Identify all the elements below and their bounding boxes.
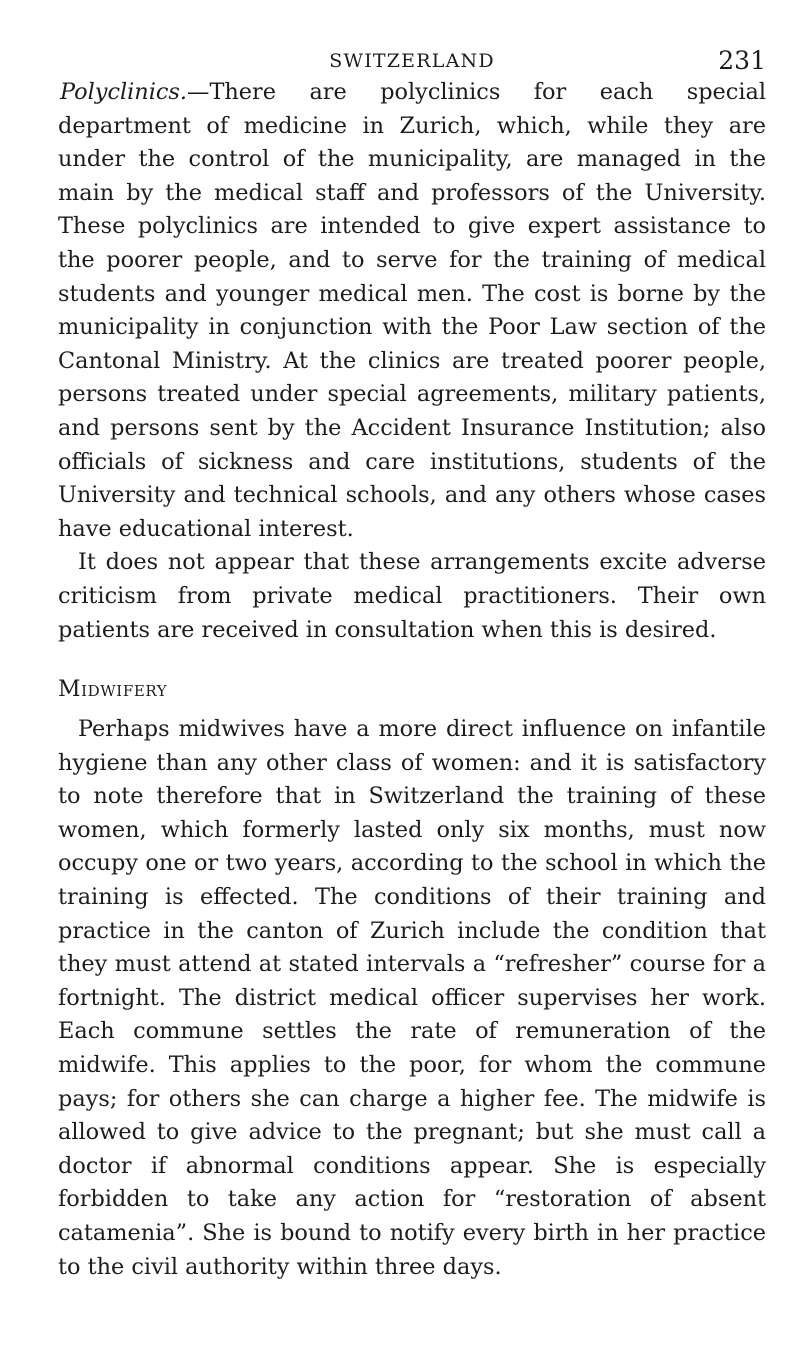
book-page: [58, 0, 766, 1368]
body-text: [58, 76, 766, 1284]
running-head-title: SWITZERLAND: [329, 50, 495, 72]
page-number: 231: [718, 46, 766, 75]
midwifery-paragraph: Perhaps midwives have a more direct influence on infantile hygiene than any other class of women: and it is satisfactory to note therefore that in Switzerland the training of these women, which formerly lasted only six months, must now occupy one or two years, according to the school in which the training is effected. The conditions of their training and practice in the canton of Zurich include the condition that they must attend at stated intervals a “refresher” course for a fortnight. The district medical officer supervises her work. Each commune settles the rate of remuneration of the midwife. This applies to the poor, for whom the commune pays; for others she can charge a higher fee. The midwife is allowed to give advice to the pregnant; but she must call a doctor if abnormal conditions appear. She is especially forbidden to take any action for “restoration of absent catamenia”. She is bound to notify every birth in her practice to the civil authority within three days.: [58, 716, 766, 1280]
polyclinics-paragraph-text: —There are polyclinics for each special department of medicine in Zurich, which, while they are under the control of the municipality, are managed in the main by the medical staff and professors of the University. These polyclinics are intended to give expert assistance to the poorer people, and to serve for the training of medical students and younger medical men. The cost is borne by the municipality in conjunction with the Poor Law section of the Cantonal Ministry. At the clinics are treated poorer people, persons treated under special agreements, military patients, and persons sent by the Accident Insurance Institution; also officials of sickness and care institutions, students of the University and technical schools, and any others whose cases have educational interest.: [58, 79, 766, 542]
running-head: [58, 44, 766, 74]
midwifery-heading: Midwifery: [58, 677, 168, 703]
polyclinics-paragraph: [58, 76, 766, 546]
practitioners-paragraph: It does not appear that these arrangements excite adverse criticism from private medical practitioners. Their own patients are received in consultation when this is desired.: [58, 549, 766, 643]
polyclinics-lead: Polyclinics.: [60, 79, 188, 105]
